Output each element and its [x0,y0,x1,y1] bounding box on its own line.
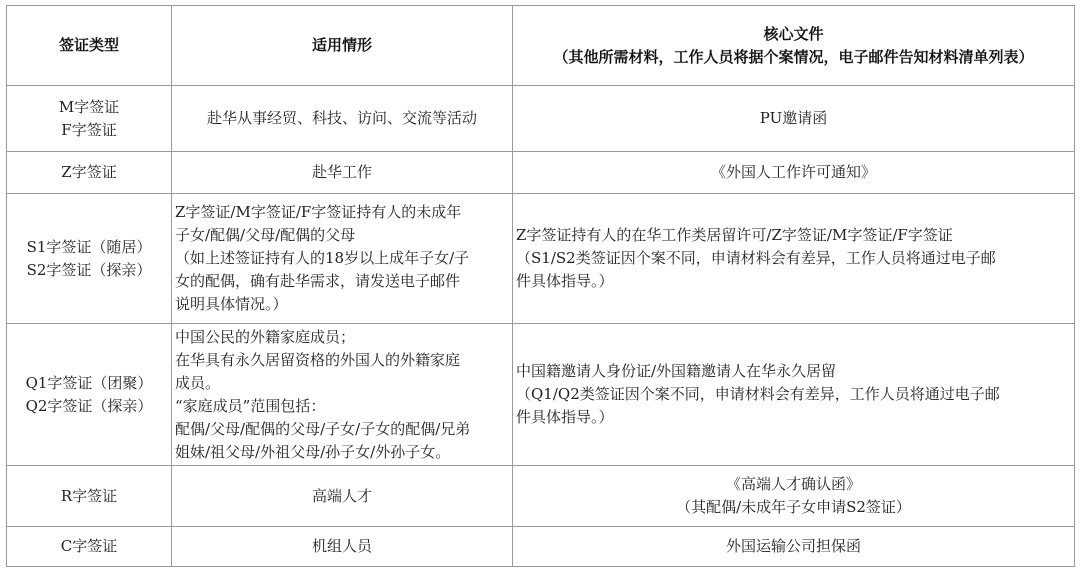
documents-line: Z字签证持有人的在华工作类居留许可/Z字签证/M字签证/F字签证 [516,226,953,244]
applicable-cell: 机组人员 [172,527,513,567]
documents-line: PU邀请函 [759,109,828,127]
visa-type-cell [7,194,172,324]
applicable-cell: 高端人才 [172,466,513,527]
documents-note: （Q1/Q2类签证因个案不同，申请材料会有差异，工作人员将通过电子邮 件具体指导。） [516,385,1000,426]
documents-line: 《高端人才确认函》 [725,475,861,493]
core-documents-subtitle: （其他所需材料，工作人员将据个案情况，电子邮件告知材料清单列表） [553,47,1034,66]
documents-cell [513,86,1075,152]
header-row [7,6,1075,86]
header-applicable-situation: 适用情形 [172,6,513,86]
documents-line: 《外国人工作许可通知》 [710,163,876,181]
documents-cell [513,527,1075,567]
visa-type-line: Q2字签证（探亲） [25,396,153,415]
header-core-documents [513,6,1075,86]
applicable-cell: 赴华从事经贸、科技、访问、交流等活动 [172,86,513,152]
visa-type-cell [7,466,172,527]
documents-line: 外国运输公司担保函 [725,537,861,555]
visa-type-cell [7,86,172,152]
documents-note: （其配偶/未成年子女申请S2签证） [676,498,911,516]
table-row [7,194,1075,324]
visa-type-line: S2字签证（探亲） [26,260,152,279]
documents-note: （S1/S2类签证因个案不同，申请材料会有差异，工作人员将通过电子邮 件具体指导。） [516,249,996,290]
table-row [7,527,1075,567]
visa-type-line: S1字签证（随居） [26,237,152,256]
visa-type-cell [7,324,172,466]
table-row [7,152,1075,194]
visa-type-cell [7,152,172,194]
documents-line: 中国籍邀请人身份证/外国籍邀请人在华永久居留 [516,362,837,380]
visa-type-line: F字签证 [61,120,117,139]
documents-cell [513,324,1075,466]
documents-cell [513,152,1075,194]
table-row [7,86,1075,152]
applicable-cell: Z字签证/M字签证/F字签证持有人的未成年 子女/配偶/父母/配偶的父母 （如上述签证持有人的18岁以上成年子女/子 女的配偶，确有赴华需求，请发送电子邮件 说明具体情况。） [172,194,513,324]
visa-requirements-table [6,5,1075,567]
visa-type-line: M字签证 [58,97,120,116]
visa-type-line: Z字签证 [61,163,117,181]
table-row [7,466,1075,527]
applicable-cell: 赴华工作 [172,152,513,194]
table-row [7,324,1075,466]
header-visa-type: 签证类型 [7,6,172,86]
visa-type-cell [7,527,172,567]
applicable-cell: 中国公民的外籍家庭成员； 在华具有永久居留资格的外国人的外籍家庭 成员。 “家庭成员”范围包括： 配偶/父母/配偶的父母/子女/子女的配偶/兄弟 姐妹/祖父母/外祖父母/孙子女/外孙子女。 [172,324,513,466]
documents-cell [513,466,1075,527]
visa-type-line: C字签证 [60,537,118,555]
core-documents-title: 核心文件 [763,24,824,43]
visa-type-line: R字签证 [60,486,118,505]
documents-cell [513,194,1075,324]
visa-type-line: Q1字签证（团聚） [25,373,153,392]
